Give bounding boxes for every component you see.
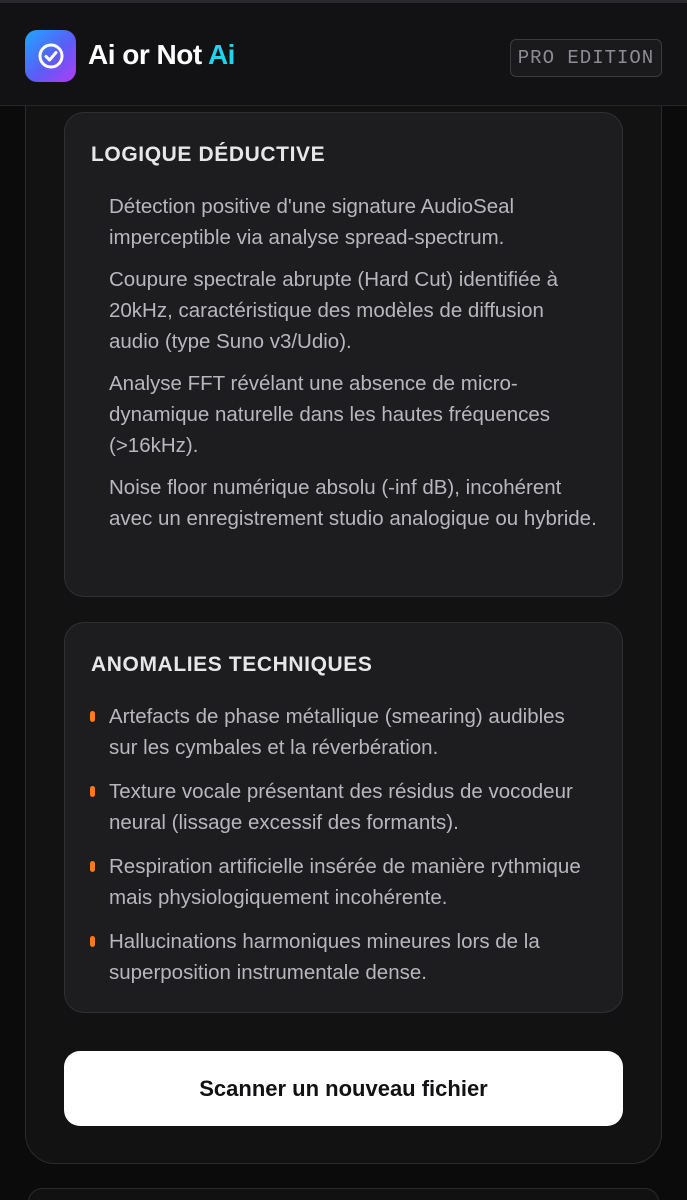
orange-bullet-icon bbox=[90, 711, 95, 722]
technical-anomalies-list bbox=[85, 701, 598, 1001]
orange-bullet-icon bbox=[90, 936, 95, 947]
next-panel-edge bbox=[28, 1188, 659, 1200]
list-item-text: Hallucinations harmoniques mineures lors de la superposition instrumentale dense. bbox=[109, 930, 540, 984]
scan-new-file-button[interactable]: Scanner un nouveau fichier bbox=[64, 1051, 623, 1126]
app-title bbox=[88, 39, 235, 71]
orange-bullet-icon bbox=[90, 786, 95, 797]
list-item: Noise floor numérique absolu (-inf dB), incohérent avec un enregistrement studio analogique ou hybride. bbox=[109, 476, 597, 530]
check-circle-icon bbox=[36, 41, 66, 71]
deductive-logic-title: LOGIQUE DÉDUCTIVE bbox=[91, 143, 326, 166]
deductive-logic-list bbox=[85, 191, 598, 545]
list-item-text: Respiration artificielle insérée de manière rythmique mais physiologiquement incohérente. bbox=[109, 855, 581, 909]
list-item: Analyse FFT révélant une absence de micro-dynamique naturelle dans les hautes fréquences (>16kHz). bbox=[109, 372, 551, 457]
app-logo[interactable] bbox=[25, 30, 76, 82]
technical-anomalies-card bbox=[64, 622, 623, 1013]
list-item bbox=[85, 851, 598, 913]
orange-bullet-icon bbox=[90, 861, 95, 872]
app-title-accent: Ai bbox=[207, 39, 235, 70]
app-title-main: Ai or Not bbox=[88, 39, 208, 70]
list-item bbox=[85, 701, 598, 763]
edition-badge: PRO EDITION bbox=[510, 39, 662, 77]
list-item bbox=[85, 926, 598, 988]
technical-anomalies-title: ANOMALIES TECHNIQUES bbox=[91, 653, 373, 676]
deductive-logic-card bbox=[64, 112, 623, 597]
list-item: Coupure spectrale abrupte (Hard Cut) identifiée à 20kHz, caractéristique des modèles de diffusion audio (type Suno v3/Udio). bbox=[109, 268, 558, 353]
list-item-text: Artefacts de phase métallique (smearing) audibles sur les cymbales et la réverbération. bbox=[109, 705, 565, 759]
list-item-text: Texture vocale présentant des résidus de vocodeur neural (lissage excessif des formants). bbox=[109, 780, 573, 834]
list-item bbox=[85, 776, 598, 838]
app-header bbox=[0, 0, 687, 106]
list-item: Détection positive d'une signature AudioSeal imperceptible via analyse spread-spectrum. bbox=[109, 195, 515, 249]
